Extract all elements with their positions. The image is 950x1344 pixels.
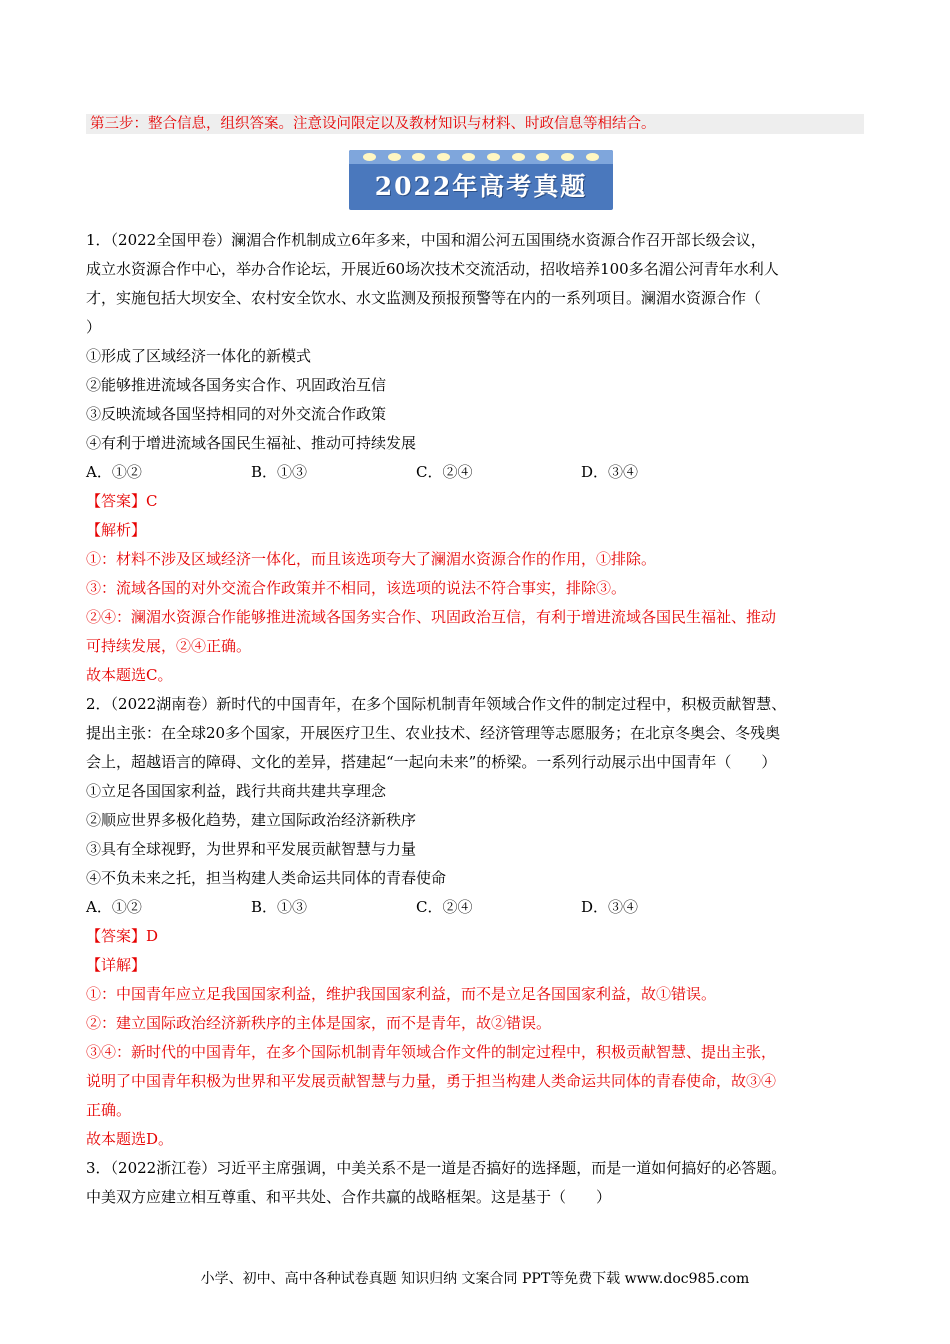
q1-analysis-line: ③：流域各国的对外交流合作政策并不相同，该选项的说法不符合事实，排除③。 xyxy=(86,579,627,597)
q2-analysis-line: 故本题选D。 xyxy=(86,1130,174,1148)
banner-title: 2022年高考真题 xyxy=(374,172,588,201)
q2-statement: ①立足各国国家利益，践行共商共建共享理念 xyxy=(86,782,387,800)
step-instruction: 第三步：整合信息，组织答案。注意设问限定以及教材知识与材料、时政信息等相结合。 xyxy=(86,114,864,134)
q1-option-a: A．①② xyxy=(86,463,142,481)
q1-analysis-line: ②④：澜湄水资源合作能够推进流域各国务实合作、巩固政治互信，有利于增进流域各国民生福祉、推动 xyxy=(86,608,777,626)
q1-statement: ④有利于增进流域各国民生福祉、推动可持续发展 xyxy=(86,434,417,452)
q1-option-c: C．②④ xyxy=(416,463,473,481)
question-3 xyxy=(86,1154,866,1212)
q2-analysis-heading: 【详解】 xyxy=(86,956,147,974)
q3-stem-line: 中美双方应建立相互尊重、和平共处、合作共赢的战略框架。这是基于（ ） xyxy=(86,1188,612,1206)
page-footer: 小学、初中、高中各种试卷真题 知识归纳 文案合同 PPT等免费下载 www.doc985.com xyxy=(200,1271,750,1287)
q2-statement: ②顺应世界多极化趋势，建立国际政治经济新秩序 xyxy=(86,811,417,829)
q2-analysis-line: ②：建立国际政治经济新秩序的主体是国家，而不是青年，故②错误。 xyxy=(86,1014,552,1032)
q1-option-b: B．①③ xyxy=(251,463,308,481)
q2-statement: ④不负未来之托，担当构建人类命运共同体的青春使命 xyxy=(86,869,447,887)
q1-stem-line: 成立水资源合作中心，举办合作论坛，开展近60场次技术交流活动，招收培养100多名湄公河青年水利人 xyxy=(86,260,779,278)
question-1 xyxy=(86,226,866,690)
q1-analysis-line: 故本题选C。 xyxy=(86,666,173,684)
q1-stem-line: 1．（2022全国甲卷）澜湄合作机制成立6年多来，中国和湄公河五国围绕水资源合作召开部长级会议， xyxy=(86,231,766,249)
q1-options xyxy=(86,458,866,487)
q1-analysis-heading: 【解析】 xyxy=(86,521,147,539)
q1-statement: ①形成了区域经济一体化的新模式 xyxy=(86,347,312,365)
q2-analysis-line: ①：中国青年应立足我国国家利益，维护我国国家利益，而不是立足各国国家利益，故①错误。 xyxy=(86,985,717,1003)
q1-statement: ③反映流域各国坚持相同的对外交流合作政策 xyxy=(86,405,387,423)
q1-analysis-line: ①：材料不涉及区域经济一体化，而且该选项夸大了澜湄水资源合作的作用，①排除。 xyxy=(86,550,657,568)
q2-stem-line: 提出主张：在全球20多个国家，开展医疗卫生、农业技术、经济管理等志愿服务；在北京冬奥会、冬残奥 xyxy=(86,724,781,742)
q1-option-d: D．③④ xyxy=(581,463,639,481)
q2-option-c: C．②④ xyxy=(416,898,473,916)
q2-answer: 【答案】D xyxy=(86,927,159,945)
q2-options xyxy=(86,893,866,922)
question-2 xyxy=(86,690,866,1154)
q2-option-d: D．③④ xyxy=(581,898,639,916)
q2-option-a: A．①② xyxy=(86,898,142,916)
q2-statement: ③具有全球视野，为世界和平发展贡献智慧与力量 xyxy=(86,840,417,858)
q1-statement: ②能够推进流域各国务实合作、巩固政治互信 xyxy=(86,376,387,394)
q2-analysis-line: 说明了中国青年积极为世界和平发展贡献智慧与力量，勇于担当构建人类命运共同体的青春使命，故③④ xyxy=(86,1072,777,1090)
section-banner xyxy=(349,150,613,210)
q1-stem-line: ） xyxy=(86,318,102,336)
q1-analysis-line: 可持续发展，②④正确。 xyxy=(86,637,252,655)
q1-answer: 【答案】C xyxy=(86,492,158,510)
question-list xyxy=(86,226,866,1212)
q2-option-b: B．①③ xyxy=(251,898,308,916)
q2-analysis-line: ③④：新时代的中国青年，在多个国际机制青年领域合作文件的制定过程中，积极贡献智慧、提出主张， xyxy=(86,1043,777,1061)
banner-dots xyxy=(349,150,613,164)
q2-analysis-line: 正确。 xyxy=(86,1101,132,1119)
q2-stem-line: 会上，超越语言的障碍、文化的差异，搭建起“一起向未来”的桥梁。一系列行动展示出中国青年（ ） xyxy=(86,753,777,771)
q2-stem-line: 2．（2022湖南卷）新时代的中国青年，在多个国际机制青年领域合作文件的制定过程中，积极贡献智慧、 xyxy=(86,695,787,713)
q1-stem-line: 才，实施包括大坝安全、农村安全饮水、水文监测及预报预警等在内的一系列项目。澜湄水资源合作（ xyxy=(86,289,762,307)
q3-stem-line: 3．（2022浙江卷）习近平主席强调，中美关系不是一道是否搞好的选择题，而是一道如何搞好的必答题。 xyxy=(86,1159,787,1177)
